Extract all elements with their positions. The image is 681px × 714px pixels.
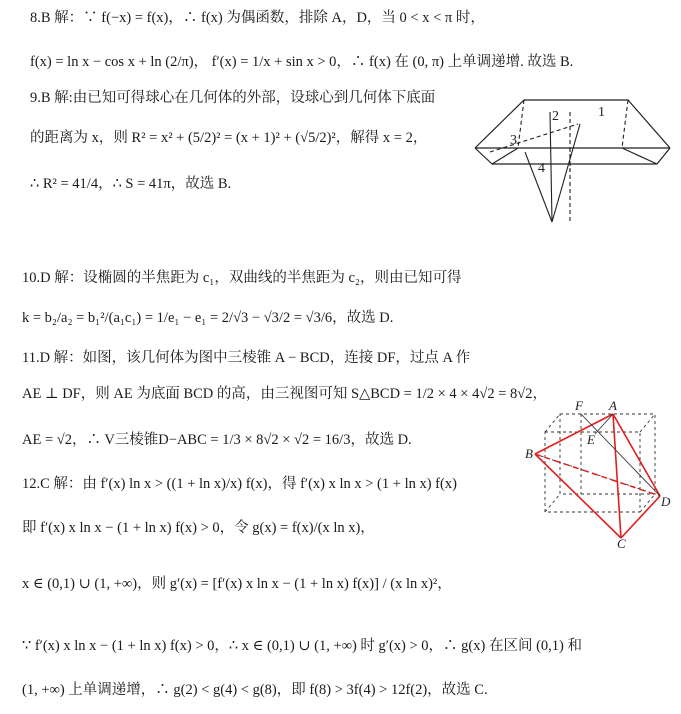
- edge-CD: [621, 496, 660, 538]
- radius-line-1: [550, 112, 552, 222]
- lower-edge-front: [492, 148, 657, 164]
- tetra-label-E: E: [587, 432, 595, 447]
- tetra-label-B: B: [525, 446, 533, 461]
- tetra-label-D: D: [661, 494, 671, 509]
- p8-line-1: 8.B 解：∵ f(−x) = f(x)，∴ f(x) 为偶函数，排除 A，D，当 0 < x < π 时，: [30, 10, 485, 26]
- p10-line-2: k = b₂/a₂ = b₁²/(a₁c₁) = 1/e₁ − e₁ = 2/√3 − √3/2 = √3/6，故选 D.: [22, 310, 394, 326]
- hidden-edge-1: [518, 100, 524, 148]
- cube-edge-3: [545, 494, 560, 512]
- p12-line-2: 即 f′(x) x ln x − (1 + ln x) f(x) > 0，令 g(x) = f(x)/(x ln x)，: [22, 520, 375, 536]
- p12-line-5: (1, +∞) 上单调递增，∴ g(2) < g(4) < g(8)，即 f(8) > 3f(4) > 12f(2)，故选 C.: [22, 682, 488, 698]
- frustum-label-1: 1: [598, 105, 605, 120]
- tetra-label-A: A: [609, 400, 617, 413]
- frustum-label-2: 2: [552, 109, 559, 124]
- frustum-label-3: 3: [510, 133, 517, 148]
- p8-line-2: f(x) = ln x − cos x + ln (2/π)， f′(x) = 1/x + sin x > 0，∴ f(x) 在 (0, π) 上单调递增. 故选 B.: [30, 54, 574, 70]
- line-AE: [595, 414, 613, 434]
- cube-edge-2: [640, 414, 655, 432]
- tetra-label-F: F: [575, 400, 583, 413]
- p11-line-2: AE ⊥ DF，则 AE 为底面 BCD 的高，由三视图可知 S△BCD = 1/2 × 4 × 4√2 = 8√2，: [22, 386, 547, 402]
- tetra-label-C: C: [617, 536, 626, 548]
- frustum-label-4: 4: [538, 161, 545, 176]
- edge-AC: [613, 414, 621, 538]
- lower-edge-left: [492, 148, 518, 164]
- edge-BA: [535, 414, 613, 454]
- p9-line-1: 9.B 解:由已知可得球心在几何体的外部，设球心到几何体下底面: [30, 90, 436, 106]
- tetrahedron-figure: [525, 400, 675, 548]
- hidden-edge-2: [622, 100, 628, 148]
- p12-line-1: 12.C 解：由 f′(x) ln x > ((1 + ln x)/x) f(x)，得 f′(x) x ln x > (1 + ln x) f(x): [22, 476, 457, 492]
- p12-line-4: ∵ f′(x) x ln x − (1 + ln x) f(x) > 0，∴ x ∈ (0,1) ∪ (1, +∞) 时 g′(x) > 0，∴ g(x) 在区间 (0,1) 和: [22, 638, 582, 654]
- side-edge-left: [475, 148, 492, 164]
- frustum-figure: [470, 82, 675, 232]
- cube-edge-1: [545, 414, 560, 432]
- radius-line-3: [552, 124, 580, 222]
- edge-BC: [535, 454, 621, 538]
- p9-line-3: ∴ R² = 41/4，∴ S = 41π，故选 B.: [30, 176, 232, 192]
- p9-line-2: 的距离为 x，则 R² = x² + (5/2)² = (x + 1)² + (√5/2)²，解得 x = 2，: [30, 130, 428, 146]
- side-edge-right: [657, 148, 670, 164]
- p11-line-1: 11.D 解：如图，该几何体为图中三棱锥 A − BCD，连接 DF，过点 A 作: [22, 350, 471, 366]
- p12-line-3: x ∈ (0,1) ∪ (1, +∞)，则 g′(x) = [f′(x) x ln x − (1 + ln x) f(x)] / (x ln x)²，: [22, 576, 452, 592]
- cube-front-face: [560, 414, 655, 494]
- top-edge-front: [475, 100, 670, 148]
- p10-line-1: 10.D 解：设椭圆的半焦距为 c₁，双曲线的半焦距为 c₂，则由已知可得: [22, 270, 462, 286]
- p11-line-3: AE = √2，∴ V三棱锥D−ABC = 1/3 × 8√2 × √2 = 16/3，故选 D.: [22, 432, 412, 448]
